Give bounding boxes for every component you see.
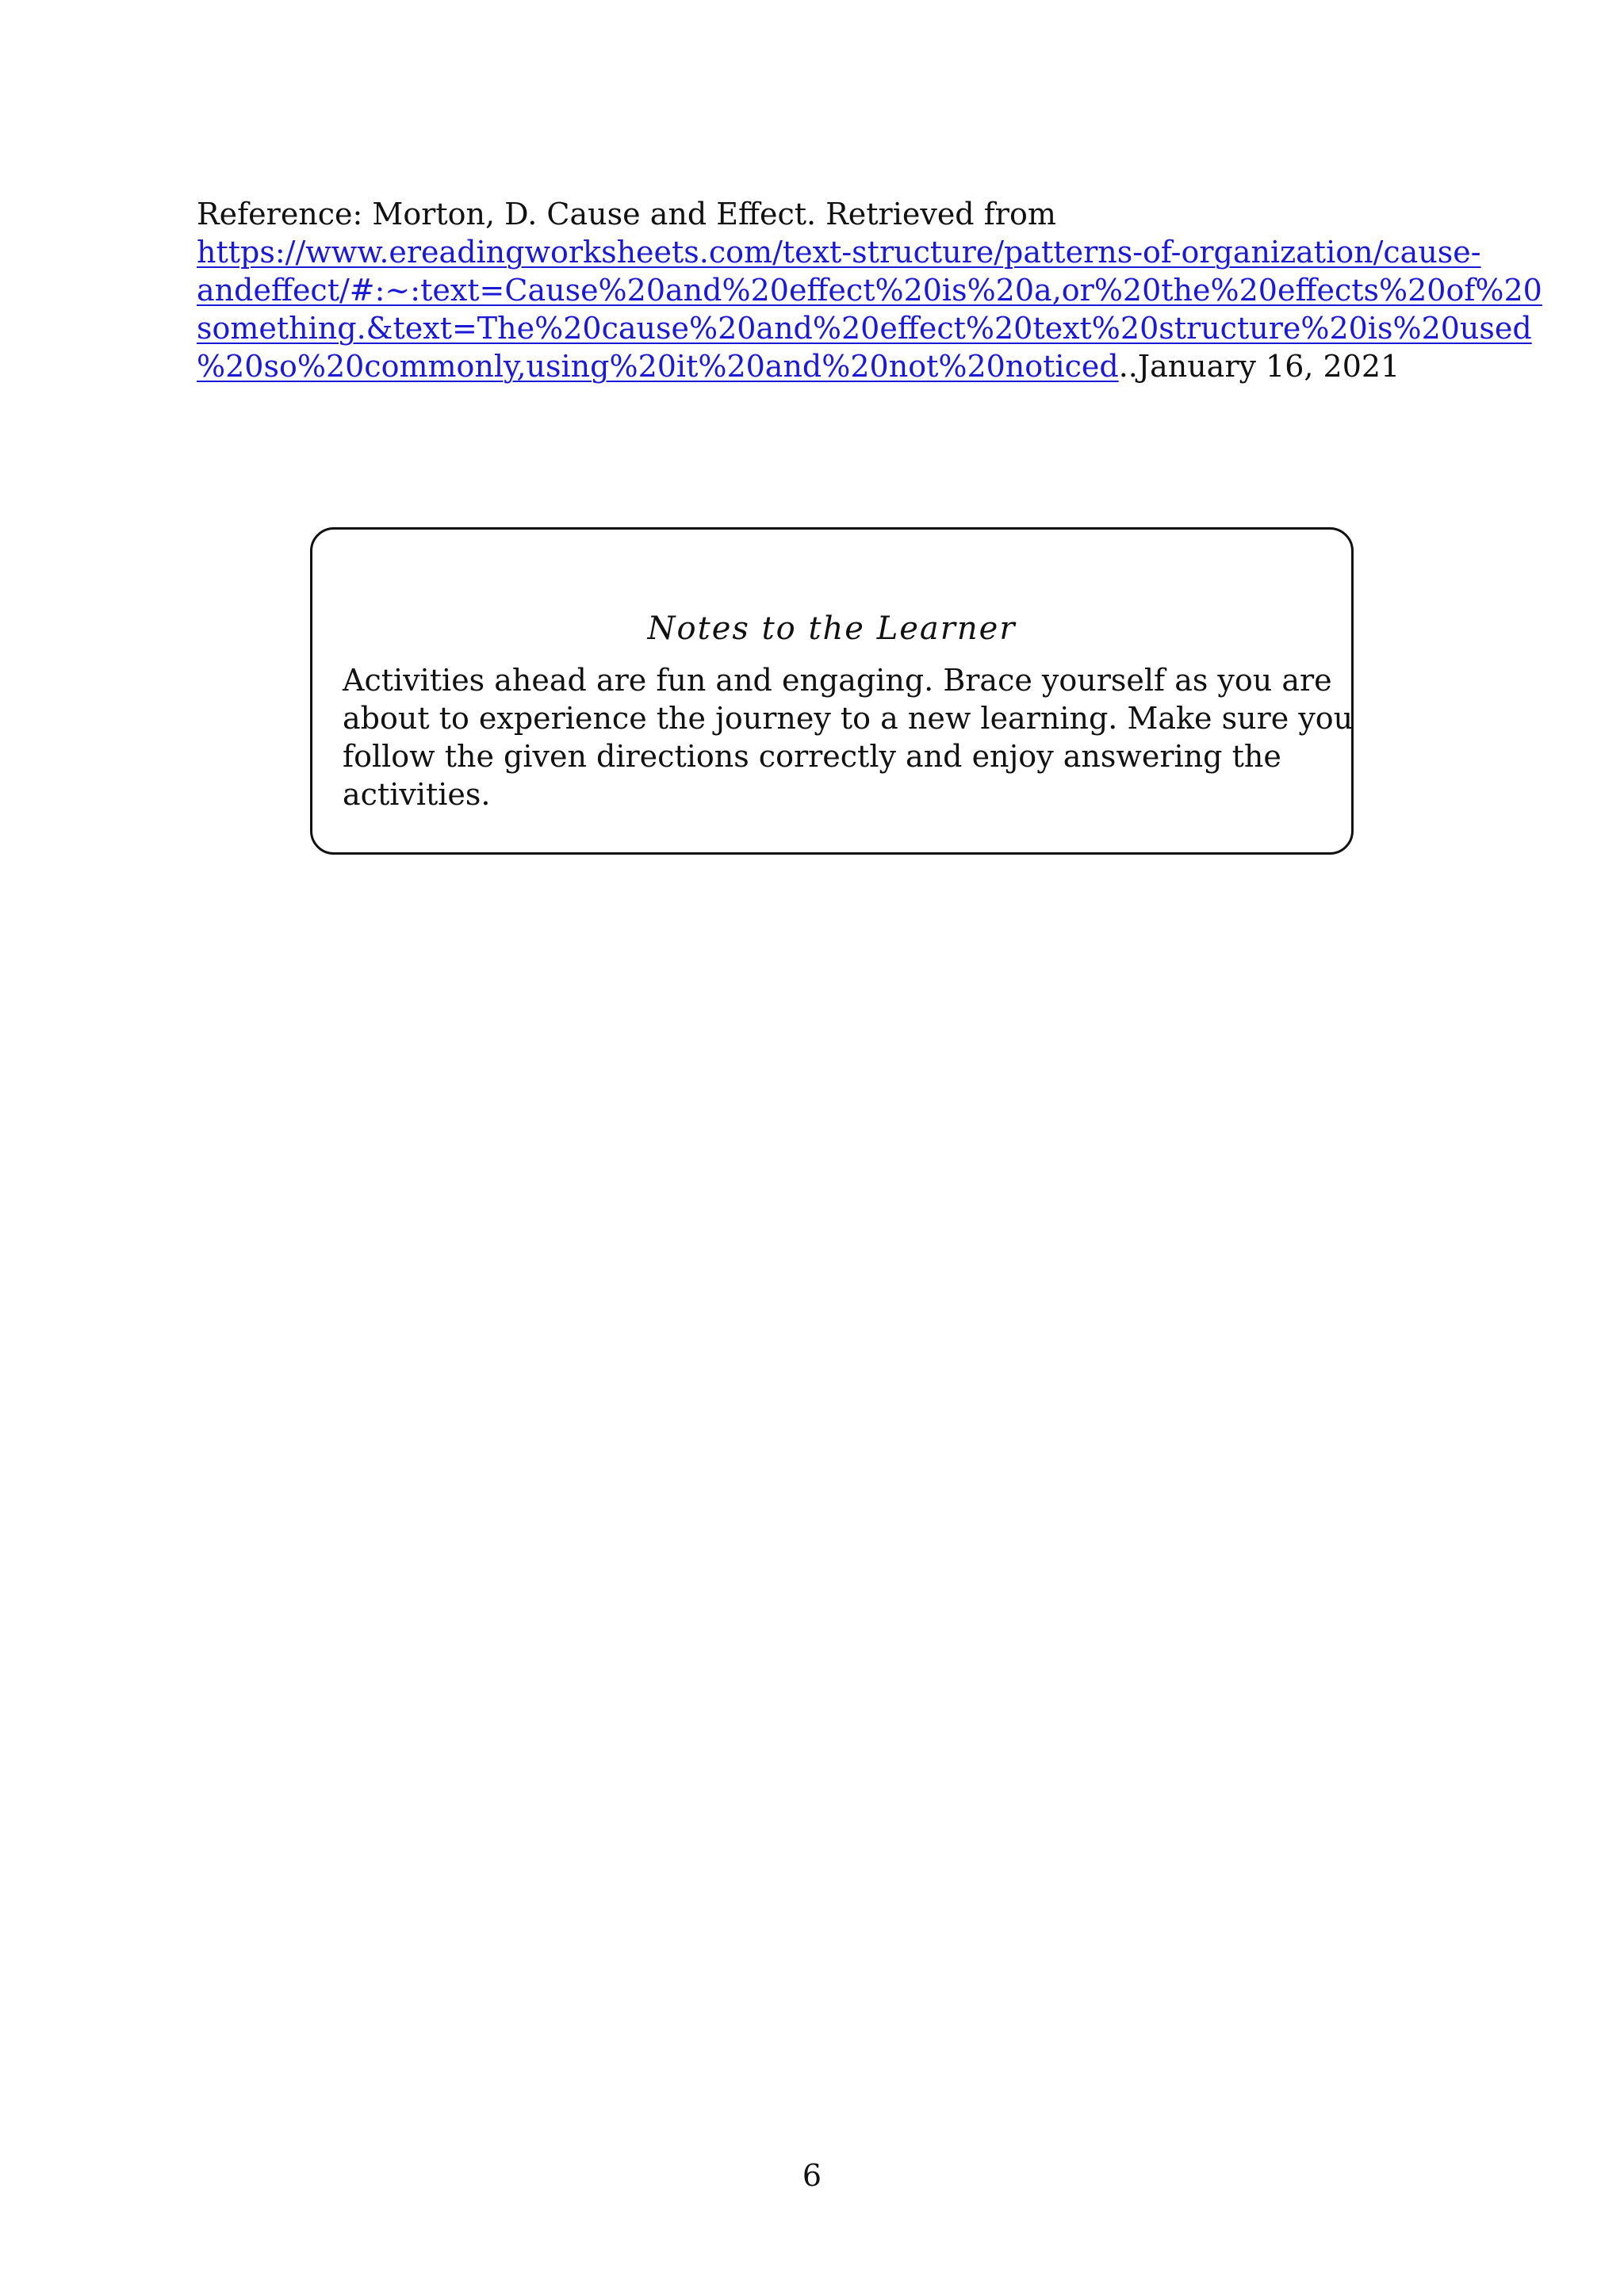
notes-body-line: activities. (343, 777, 491, 812)
reference-citation (197, 195, 1542, 385)
reference-date: ..January 16, 2021 (1118, 349, 1400, 384)
notes-body-line: follow the given directions correctly and enjoy answering the (343, 739, 1281, 774)
reference-link[interactable]: https://www.ereadingworksheets.com/text-structure/patterns-of-organization/cause- (197, 235, 1481, 270)
notes-body-line: Activities ahead are fun and engaging. Brace yourself as you are (343, 663, 1332, 698)
reference-link-line-1[interactable] (197, 233, 1481, 271)
notes-title: Notes to the Learner (647, 610, 1017, 647)
notes-body-line: about to experience the journey to a new learning. Make sure you (343, 701, 1354, 736)
notes-body (343, 661, 1354, 813)
reference-link[interactable]: %20so%20commonly,using%20it%20and%20not%20noticed (197, 349, 1119, 384)
reference-link[interactable]: something.&text=The%20cause%20and%20effect%20text%20structure%20is%20used (197, 311, 1532, 346)
notes-to-learner-box (310, 527, 1354, 855)
reference-link[interactable]: andeffect/#:~:text=Cause%20and%20effect%20is%20a,or%20the%20effects%20of%20 (197, 273, 1542, 308)
reference-prefix: Reference: Morton, D. Cause and Effect. Retrieved from (197, 197, 1056, 232)
page-number: 6 (802, 2158, 822, 2193)
reference-link-line-4 (197, 347, 1481, 385)
reference-link-line-3[interactable] (197, 309, 1532, 347)
reference-link-line-2[interactable] (197, 271, 1542, 309)
